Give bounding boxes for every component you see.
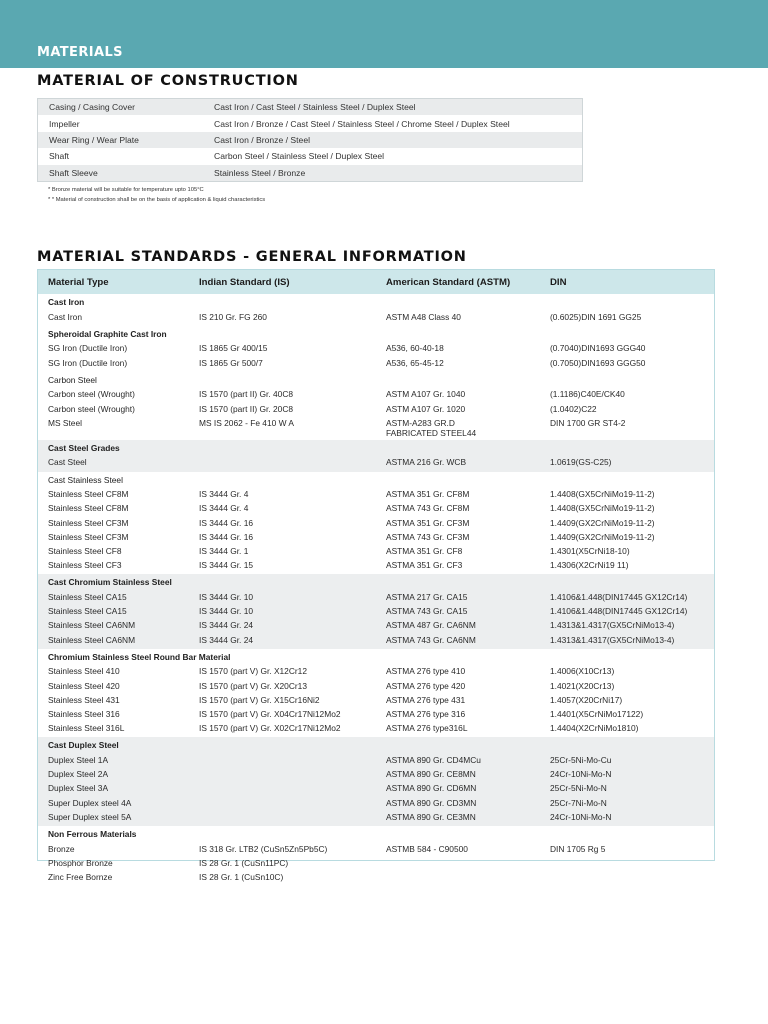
astm-cell: ASTMA 276 type 431 (386, 694, 466, 705)
material-cell: Carbon Steel / Stainless Steel / Duplex Steel (214, 151, 385, 162)
group-title: Cast Iron (48, 297, 85, 307)
astm-cell: ASTMA 743 Gr. CA15 (386, 606, 468, 617)
header-american-standard: American Standard (ASTM) (386, 276, 511, 288)
table-header-row (38, 270, 714, 294)
table-row (38, 544, 714, 558)
astm-cell: ASTMA 351 Gr. CF3 (386, 560, 463, 571)
is-cell: IS 1570 (part V) Gr. X02Cr17Ni12Mo2 (199, 723, 341, 734)
table-row (38, 455, 714, 469)
astm-cell: ASTMB 584 - C90500 (386, 843, 468, 854)
table-row (38, 402, 714, 416)
astm-cell (386, 416, 550, 438)
din-cell: 1.4106&1.448(DIN17445 GX12Cr14) (550, 606, 688, 617)
din-cell: (1.1186)C40E/CK40 (550, 389, 625, 400)
material-type-cell: Bronze (48, 843, 75, 854)
material-group (38, 826, 714, 886)
material-standards-heading: MATERIAL STANDARDS - GENERAL INFORMATION (37, 249, 467, 265)
table-row (38, 310, 714, 324)
material-of-construction-table (37, 98, 583, 182)
astm-cell: A536, 60-40-18 (386, 343, 444, 354)
table-row (38, 115, 582, 131)
astm-cell: ASTM A107 Gr. 1020 (386, 403, 466, 414)
material-type-cell: Stainless Steel CA6NM (48, 620, 136, 631)
is-cell: IS 1570 (part V) Gr. X04Cr17Ni12Mo2 (199, 709, 341, 720)
cell-line: ASTM-A283 GR.D (386, 417, 455, 428)
material-type-cell: Carbon steel (Wrought) (48, 389, 135, 400)
din-cell: 1.4401(X5CrNiMo17122) (550, 709, 644, 720)
table-row (38, 387, 714, 401)
din-cell: 1.4313&1.4317(GX5CrNiMo13-4) (550, 620, 675, 631)
group-title: Chromium Stainless Steel Round Bar Material (48, 651, 231, 662)
part-cell: Shaft (49, 151, 70, 162)
astm-cell: ASTMA 890 Gr. CD6MN (386, 783, 477, 794)
astm-cell: ASTMA 890 Gr. CD4MCu (386, 755, 481, 766)
table-row (38, 767, 714, 781)
is-cell: IS 3444 Gr. 16 (199, 517, 254, 528)
material-type-cell: Stainless Steel CA15 (48, 592, 127, 602)
material-type-cell: Duplex Steel 2A (48, 769, 109, 780)
material-cell: Cast Iron / Bronze / Steel (214, 134, 311, 145)
din-cell: (0.7040)DIN1693 GGG40 (550, 343, 646, 354)
table-row (38, 99, 582, 115)
is-cell: IS 28 Gr. 1 (CuSn10C) (199, 872, 284, 883)
is-cell: IS 3444 Gr. 24 (199, 634, 254, 645)
material-type-cell: Duplex Steel 1A (48, 755, 109, 766)
table-row (38, 341, 714, 355)
material-group (38, 372, 714, 440)
astm-cell: ASTMA 743 Gr. CA6NM (386, 634, 476, 645)
astm-cell: ASTMA 890 Gr. CE8MN (386, 769, 476, 780)
material-of-construction-heading: MATERIAL OF CONSTRUCTION (37, 73, 299, 89)
table-row (38, 356, 714, 370)
din-cell: DIN 1705 Rg 5 (550, 843, 606, 854)
din-cell: 1.4306(X2CrNi19 11) (550, 560, 629, 571)
din-cell: 1.4313&1.4317(GX5CrNiMo13-4) (550, 634, 675, 645)
material-type-cell: Duplex Steel 3A (48, 783, 109, 794)
material-group (38, 294, 714, 326)
material-type-cell: Stainless Steel CF8 (48, 546, 122, 556)
material-type-cell: Cast Iron (48, 311, 82, 322)
is-cell: IS 3444 Gr. 24 (199, 620, 254, 631)
astm-cell: ASTMA 216 Gr. WCB (386, 457, 467, 468)
table-row (38, 604, 714, 618)
astm-cell: ASTMA 743 Gr. CF3M (386, 531, 470, 542)
table-row (38, 416, 714, 438)
material-type-cell: Stainless Steel CF8M (48, 489, 129, 500)
header-band (0, 0, 768, 68)
table-row (38, 842, 714, 856)
group-title: Spheroidal Graphite Cast Iron (48, 328, 167, 339)
table-row (38, 707, 714, 721)
astm-cell: ASTMA 276 type 410 (386, 666, 466, 677)
din-cell: 1.4408(GX5CrNiMo19-11-2) (550, 489, 655, 500)
footnote-bronze: * Bronze material will be suitable for temperature upto 105°C (48, 187, 204, 193)
section-title: MATERIALS (37, 45, 123, 60)
table-row (38, 501, 714, 515)
material-group (38, 737, 714, 826)
astm-cell: ASTMA 217 Gr. CA15 (386, 592, 468, 602)
astm-cell: ASTMA 890 Gr. CD3MN (386, 797, 477, 808)
material-type-cell: SG Iron (Ductile Iron) (48, 357, 128, 368)
group-title: Cast Chromium Stainless Steel (48, 577, 172, 588)
material-type-cell: SG Iron (Ductile Iron) (48, 343, 128, 354)
din-cell: 1.4021(X20Cr13) (550, 680, 615, 691)
table-row (38, 679, 714, 693)
group-title: Carbon Steel (48, 374, 97, 385)
astm-cell: ASTM A48 Class 40 (386, 311, 461, 322)
din-cell: 1.0619(GS-C25) (550, 457, 612, 468)
table-row (38, 530, 714, 544)
material-type-cell: Cast Steel (48, 457, 87, 468)
astm-cell: ASTMA 487 Gr. CA6NM (386, 620, 476, 631)
group-title: Cast Stainless Steel (48, 474, 123, 485)
table-row (38, 558, 714, 572)
din-cell: 24Cr-10Ni-Mo-N (550, 811, 612, 822)
table-row (38, 870, 714, 884)
material-group (38, 649, 714, 738)
material-type-cell: Stainless Steel CF8M (48, 503, 129, 514)
material-type-cell: Stainless Steel CF3 (48, 560, 122, 571)
table-row (38, 856, 714, 870)
astm-cell: ASTMA 276 type316L (386, 723, 468, 734)
is-cell: IS 3444 Gr. 4 (199, 489, 249, 500)
din-cell: 1.4301(X5CrNi18-10) (550, 546, 630, 556)
material-type-cell: Zinc Free Bornze (48, 872, 113, 883)
material-type-cell: Super Duplex steel 5A (48, 811, 132, 822)
material-group (38, 574, 714, 648)
astm-cell: ASTMA 890 Gr. CE3MN (386, 811, 476, 822)
din-cell: DIN 1700 GR ST4-2 (550, 417, 626, 428)
material-type-cell: Stainless Steel 316L (48, 723, 125, 734)
astm-cell: ASTMA 351 Gr. CF3M (386, 517, 470, 528)
din-cell: (1.0402)C22 (550, 403, 597, 414)
material-group (38, 440, 714, 472)
material-group (38, 472, 714, 575)
material-cell: Cast Iron / Cast Steel / Stainless Steel / Duplex Steel (214, 102, 416, 113)
part-cell: Wear Ring / Wear Plate (49, 134, 139, 145)
din-cell: 1.4404(X2CrNiMo1810) (550, 723, 639, 734)
astm-cell: ASTMA 351 Gr. CF8M (386, 489, 470, 500)
astm-cell: ASTMA 276 type 420 (386, 680, 466, 691)
din-cell: 25Cr-7Ni-Mo-N (550, 797, 607, 808)
part-cell: Impeller (49, 118, 80, 129)
material-type-cell: Super Duplex steel 4A (48, 797, 132, 808)
din-cell: 1.4409(GX2CrNiMo19-11-2) (550, 517, 655, 528)
is-cell: IS 1865 Gr 500/7 (199, 357, 263, 368)
din-cell: 25Cr-5Ni-Mo-Cu (550, 755, 612, 766)
material-group (38, 326, 714, 372)
is-cell: IS 3444 Gr. 16 (199, 531, 254, 542)
table-body (38, 294, 714, 886)
is-cell: IS 1570 (part V) Gr. X12Cr12 (199, 666, 307, 677)
material-type-cell: Phosphor Bronze (48, 857, 113, 868)
din-cell: 1.4408(GX5CrNiMo19-11-2) (550, 503, 655, 514)
material-type-cell: Stainless Steel CF3M (48, 531, 129, 542)
part-cell: Shaft Sleeve (49, 167, 98, 178)
table-row (38, 753, 714, 767)
table-row (38, 487, 714, 501)
din-cell: 25Cr-5Ni-Mo-N (550, 783, 607, 794)
table-row (38, 132, 582, 148)
din-cell: 1.4006(X10Cr13) (550, 666, 615, 677)
din-cell: 1.4106&1.448(DIN17445 GX12Cr14) (550, 592, 688, 602)
table-row (38, 590, 714, 604)
din-cell: (0.7050)DIN1693 GGG50 (550, 357, 646, 368)
material-type-cell: Carbon steel (Wrought) (48, 403, 135, 414)
is-cell: IS 1865 Gr 400/15 (199, 343, 268, 354)
is-cell: IS 1570 (part V) Gr. X15Cr16Ni2 (199, 694, 320, 705)
part-cell: Casing / Casing Cover (49, 102, 135, 113)
table-row (38, 148, 582, 164)
is-cell: IS 1570 (part II) Gr. 40C8 (199, 389, 294, 400)
is-cell: IS 1570 (part II) Gr. 20C8 (199, 403, 294, 414)
material-type-cell: Stainless Steel CF3M (48, 517, 129, 528)
table-row (38, 165, 582, 181)
astm-cell: ASTMA 351 Gr. CF8 (386, 546, 463, 556)
material-cell: Cast Iron / Bronze / Cast Steel / Stainless Steel / Chrome Steel / Duplex Steel (214, 118, 510, 129)
astm-cell: A536, 65-45-12 (386, 357, 444, 368)
table-row (38, 664, 714, 678)
material-type-cell: Stainless Steel CA15 (48, 606, 127, 617)
is-cell: IS 3444 Gr. 15 (199, 560, 254, 571)
is-cell: IS 28 Gr. 1 (CuSn11PC) (199, 857, 289, 868)
material-type-cell: Stainless Steel 410 (48, 666, 120, 677)
astm-cell: ASTMA 276 type 316 (386, 709, 466, 720)
header-din: DIN (550, 276, 567, 288)
material-type-cell: Stainless Steel 431 (48, 694, 120, 705)
is-cell: IS 210 Gr. FG 260 (199, 311, 267, 322)
is-cell: IS 3444 Gr. 10 (199, 592, 254, 602)
material-cell: Stainless Steel / Bronze (214, 167, 306, 178)
din-cell: 1.4409(GX2CrNiMo19-11-2) (550, 531, 655, 542)
table-row (38, 693, 714, 707)
footnote-application: * * Material of construction shall be on the basis of application & liquid characteristics (48, 197, 266, 203)
table-row (38, 810, 714, 824)
material-standards-table (37, 269, 715, 883)
table-row (38, 633, 714, 647)
din-cell: 24Cr-10Ni-Mo-N (550, 769, 612, 780)
din-cell: (0.6025)DIN 1691 GG25 (550, 311, 642, 322)
is-cell: IS 3444 Gr. 1 (199, 546, 249, 556)
group-title: Cast Duplex Steel (48, 740, 119, 751)
material-type-cell: Stainless Steel CA6NM (48, 634, 136, 645)
table-row (38, 516, 714, 530)
table-row (38, 781, 714, 795)
is-cell: IS 3444 Gr. 10 (199, 606, 254, 617)
table-row (38, 721, 714, 735)
header-material-type: Material Type (48, 276, 109, 288)
table-row (38, 618, 714, 632)
group-title: Cast Steel Grades (48, 442, 120, 453)
material-type-cell: Stainless Steel 420 (48, 680, 120, 691)
is-cell: IS 1570 (part V) Gr. X20Cr13 (199, 680, 307, 691)
header-indian-standard: Indian Standard (IS) (199, 276, 290, 288)
astm-cell: ASTMA 743 Gr. CF8M (386, 503, 470, 514)
cell-line: FABRICATED STEEL44 (386, 427, 477, 438)
din-cell: 1.4057(X20CrNi17) (550, 694, 623, 705)
group-title: Non Ferrous Materials (48, 829, 137, 840)
astm-cell: ASTM A107 Gr. 1040 (386, 389, 466, 400)
is-cell: IS 318 Gr. LTB2 (CuSn5Zn5Pb5C) (199, 843, 328, 854)
table-row (38, 796, 714, 810)
is-cell: MS IS 2062 - Fe 410 W A (199, 417, 294, 428)
is-cell: IS 3444 Gr. 4 (199, 503, 249, 514)
material-type-cell: MS Steel (48, 417, 82, 428)
material-type-cell: Stainless Steel 316 (48, 709, 120, 720)
